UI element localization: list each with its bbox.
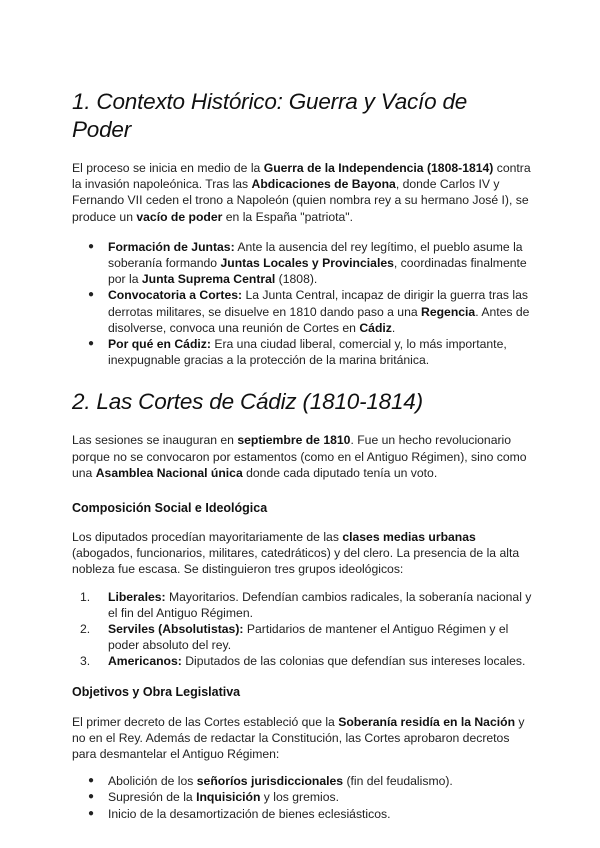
list-item: ● Supresión de la Inquisición y los gremios. <box>88 790 339 805</box>
list-item: ● Formación de Juntas: Ante la ausencia del rey legítimo, el pueblo asume la soberanía formando Juntas Locales y Provinciales, coordinadas finalmente por la Junta Suprema Central (1808). <box>88 239 527 287</box>
section-1-intro: El proceso se inicia en medio de la Guerra de la Independencia (1808-1814) contra la invasión napoleónica. Tras las Abdicaciones de Bayona, donde Carlos IV y Fernando VII ceden el trono a Napoleón (quien nombra rey a su hermano José I), se produce un vacío de poder en la España "patriota". <box>72 161 531 224</box>
section-1-title: 1. Contexto Histórico: Guerra y Vacío de Poder <box>72 89 468 142</box>
bold-text: Formación de Juntas: <box>108 239 235 254</box>
document-page <box>72 88 532 822</box>
bold-text: Guerra de la Independencia (1808-1814) <box>263 161 494 175</box>
bullet-icon: ● <box>88 289 95 301</box>
list-item: ● Abolición de los señoríos jurisdiccionales (fin del feudalismo). <box>88 774 453 789</box>
subsection-objectives-text: El primer decreto de las Cortes estableció que la Soberanía residía en la Nación y no en el Rey. Además de redactar la Constitución, las Cortes aprobaron decretos para desmantelar el Antiguo Régimen: <box>72 714 525 762</box>
section-1-bullet-list <box>72 239 532 369</box>
bold-text: septiembre de 1810 <box>237 433 351 448</box>
list-item: 1. Liberales: Mayoritarios. Defendían cambios radicales, la soberanía nacional y el fin del Antiguo Régimen. <box>80 589 532 620</box>
bold-text: vacío de poder <box>136 209 223 224</box>
bold-text: Liberales: <box>108 589 166 604</box>
list-number: 3. <box>80 654 91 669</box>
list-item: 2. Serviles (Absolutistas): Partidarios de mantener el Antiguo Régimen y el poder absoluto del rey. <box>80 622 509 653</box>
bold-text: Americanos: <box>108 654 182 669</box>
legislative-decrees-list <box>72 773 532 822</box>
bullet-icon: ● <box>88 775 95 787</box>
bold-text: Junta Suprema Central <box>141 272 276 287</box>
section-2-intro: Las sesiones se inauguran en septiembre de 1810. Fue un hecho revolucionario porque no se convocaron por estamentos (como en el Antiguo Régimen), sino como una Asamblea Nacional única donde cada diputado tenía un voto. <box>72 433 527 480</box>
ideological-groups-list <box>72 589 532 670</box>
list-item: ● Por qué en Cádiz: Era una ciudad liberal, comercial y, lo más importante, inexpugnable gracias a la protección de la marina británica. <box>88 337 507 368</box>
bold-text: Convocatoria a Cortes: <box>108 288 243 303</box>
list-number: 2. <box>80 622 91 637</box>
bold-text: Abdicaciones de Bayona <box>251 177 396 192</box>
bold-text: Serviles (Absolutistas): <box>108 622 244 637</box>
list-item: 3. Americanos: Diputados de las colonias que defendían sus intereses locales. <box>80 654 526 669</box>
bullet-icon: ● <box>88 338 95 350</box>
list-item: ● Inicio de la desamortización de bienes eclesiásticos. <box>88 806 391 821</box>
bullet-icon: ● <box>88 240 95 252</box>
bold-text: Juntas Locales y Provinciales <box>220 256 394 271</box>
bullet-icon: ● <box>88 807 95 819</box>
bold-text: Asamblea Nacional única <box>95 465 243 480</box>
section-2-title: 2. Las Cortes de Cádiz (1810-1814) <box>72 389 423 415</box>
bold-text: señoríos jurisdiccionales <box>196 774 344 789</box>
bold-text: Por qué en Cádiz: <box>108 337 211 352</box>
list-item: ● Convocatoria a Cortes: La Junta Central, incapaz de dirigir la guerra tras las derrotas militares, se disuelve en 1810 dando paso a una Regencia. Antes de disolverse, convoca una reunión de Cortes en Cádiz. <box>88 288 530 335</box>
bullet-icon: ● <box>88 791 95 803</box>
bold-text: Soberanía residía en la Nación <box>338 714 516 729</box>
subsection-composition-text: Los diputados procedían mayoritariamente de las clases medias urbanas (abogados, funcionarios, militares, catedráticos) y del clero. La presencia de la alta nobleza fue escasa. Se distinguieron tres grupos ideológicos: <box>72 530 520 577</box>
subsection-objectives-heading: Objetivos y Obra Legislativa <box>72 684 241 699</box>
bold-text: Regencia <box>421 304 476 319</box>
list-number: 1. <box>80 589 91 604</box>
bold-text: Inquisición <box>196 790 261 805</box>
bold-text: clases medias urbanas <box>342 530 476 545</box>
bold-text: Cádiz <box>359 320 392 335</box>
subsection-composition-heading: Composición Social e Ideológica <box>72 501 268 516</box>
